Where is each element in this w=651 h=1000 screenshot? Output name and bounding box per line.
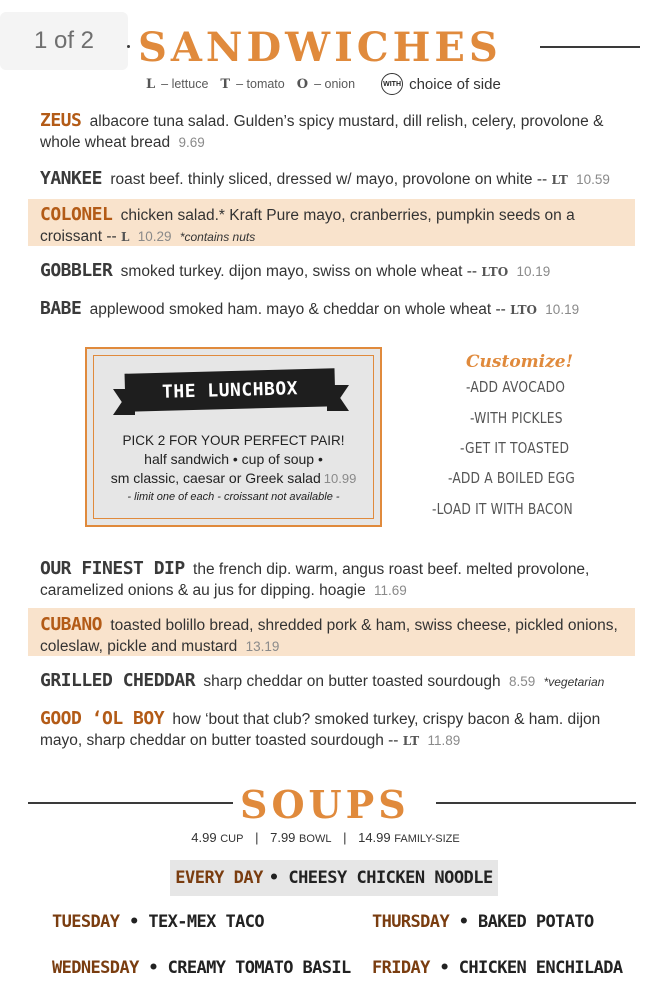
item-price: 9.69 [178,135,205,150]
item-name: YANKEE [40,168,103,189]
item-desc: toasted bolillo bread, shredded pork & ham, swiss cheese, pickled onions, coleslaw, pickle and mustard [40,617,618,655]
day-label: TUESDAY [52,912,120,932]
soups-rule-right [436,802,636,804]
cup-price: 4.99 [191,830,217,845]
item-name: CUBANO [40,614,103,635]
lunchbox-banner: THE LUNCHBOX [125,368,336,411]
item-name: COLONEL [40,204,113,225]
item-price: 8.59 [508,674,536,689]
day-soup: • TEX-MEX TACO [129,912,264,932]
lunchbox-line-3 [87,470,380,486]
soup-day-thursday [372,912,594,932]
everyday-soup [170,860,498,896]
sandwiches-title: SANDWICHES [138,24,502,71]
legend-text-tomato: – tomato [236,77,285,91]
title-rule [540,46,640,48]
item-name: GOBBLER [40,260,113,281]
item-code: LT [402,734,420,748]
item-price: 11.69 [374,583,407,598]
menu-item-good-ol-boy [40,708,625,752]
everyday-soup-name: • CHEESY CHICKEN NOODLE [268,868,493,888]
lunchbox-line-1: PICK 2 FOR YOUR PERFECT PAIR! [122,433,345,448]
customize-item: -ADD A BOILED EGG [448,469,575,487]
menu-item-colonel [40,204,625,248]
item-desc: chicken salad.* Kraft Pure mayo, cranberries, pumpkin seeds on a croissant -- [40,207,575,245]
cup-label: CUP [220,833,244,845]
legend-code-lettuce: L [146,76,156,92]
choice-of-side-label: choice of side [409,75,501,93]
item-desc: smoked turkey. dijon mayo, swiss on whole wheat -- [120,263,478,280]
item-price: 10.19 [516,264,551,279]
soup-prices [0,830,651,845]
day-soup: • CREAMY TOMATO BASIL [148,958,351,978]
legend-code-onion: O [296,76,309,92]
item-desc: how ‘bout that club? smoked turkey, crispy bacon & ham. dijon mayo, sharp cheddar on butter toasted sourdough -- [40,711,601,749]
item-note: *vegetarian [543,675,605,689]
item-name: OUR FINEST DIP [40,558,185,579]
bowl-price: 7.99 [270,830,296,845]
soup-day-wednesday [52,958,351,978]
price-separator: | [343,830,347,845]
item-desc: roast beef. thinly sliced, dressed w/ mayo, provolone on white -- [110,171,548,188]
title-dot [127,45,130,48]
page-indicator: 1 of 2 [0,12,128,70]
item-note: *contains nuts [179,230,256,244]
soup-day-tuesday [52,912,264,932]
menu-item-zeus [40,110,625,153]
day-label: WEDNESDAY [52,958,139,978]
legend-text-onion: – onion [314,77,356,91]
menu-item-cubano [40,614,625,657]
lunchbox-price: 10.99 [323,471,357,486]
soups-rule-left [28,802,233,804]
menu-item-our-finest-dip [40,558,625,601]
item-code: LT [551,173,568,187]
item-price: 13.19 [245,639,280,654]
bowl-label: BOWL [299,833,332,845]
menu-item-babe [40,298,625,321]
customize-item: -WITH PICKLES [470,409,563,427]
lunchbox-line-2: half sandwich • cup of soup • [144,451,323,467]
day-soup: • BAKED POTATO [458,912,594,932]
customize-item: -GET IT TOASTED [460,439,570,457]
item-desc: applewood smoked ham. mayo & cheddar on whole wheat -- [89,301,506,318]
lunchbox-panel [85,347,382,527]
item-desc: the french dip. warm, angus roast beef. melted provolone, caramelized onions & au jus for dipping. hoagie [40,561,590,599]
everyday-label: EVERY DAY [175,868,263,888]
item-price: 10.19 [545,302,580,317]
item-name: GOOD ‘OL BOY [40,708,165,729]
menu-item-yankee [40,168,625,191]
item-desc: sharp cheddar on butter toasted sourdough [203,673,501,690]
lunchbox-salad-text: sm classic, caesar or Greek salad [110,470,321,486]
lunchbox-line-4: - limit one of each - croissant not available - [127,491,340,503]
item-price: 10.29 [137,229,172,244]
soup-day-friday [372,958,623,978]
day-soup: • CHICKEN ENCHILADA [439,958,623,978]
item-code: LTO [481,265,509,279]
day-label: FRIDAY [372,958,430,978]
legend-code-tomato: T [220,76,231,92]
item-desc: albacore tuna salad. Gulden’s spicy mustard, dill relish, celery, provolone & whole wheat bread [40,113,604,151]
customize-item: -LOAD IT WITH BACON [432,500,573,518]
customize-title: Customize! [466,352,574,372]
item-price: 11.89 [427,733,461,748]
menu-item-grilled-cheddar [40,670,625,693]
item-code: LTO [510,303,537,317]
family-price: 14.99 [358,830,391,845]
legend [146,73,501,95]
family-label: FAMILY-SIZE [394,833,460,845]
with-side-badge-icon: WITH [381,73,403,95]
soups-title: SOUPS [240,782,410,827]
item-name: GRILLED CHEDDAR [40,670,196,691]
price-separator: | [255,830,259,845]
legend-text-lettuce: – lettuce [161,77,209,91]
customize-item: -ADD AVOCADO [466,378,566,396]
day-label: THURSDAY [372,912,450,932]
item-name: ZEUS [40,110,82,131]
item-name: BABE [40,298,82,319]
item-code: L [120,230,130,244]
menu-item-gobbler [40,260,625,283]
item-price: 10.59 [576,172,610,187]
